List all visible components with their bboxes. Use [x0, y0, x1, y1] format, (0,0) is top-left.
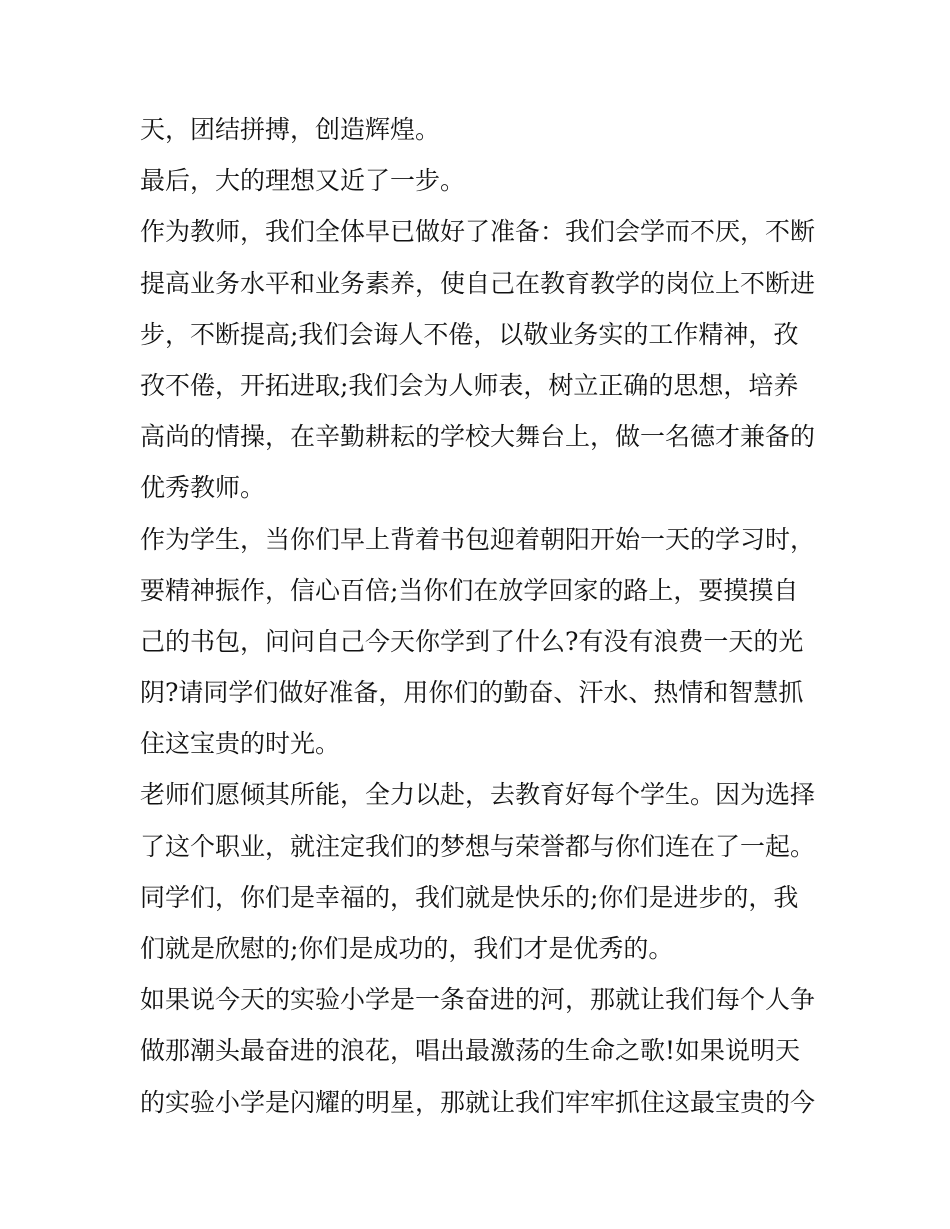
text-line: 做那潮头最奋进的浪花，唱出最激荡的生命之歌!如果说明天	[140, 1036, 801, 1066]
text-line: 己的书包，问问自己今天你学到了什么?有没有浪费一天的光	[140, 626, 804, 656]
text-line: 步，不断提高;我们会诲人不倦，以敬业务实的工作精神，孜	[140, 319, 799, 349]
text-line: 们就是欣慰的;你们是成功的，我们才是优秀的。	[140, 934, 674, 963]
body-text	[140, 104, 820, 1128]
text-line: 要精神振作，信心百倍;当你们在放学回家的路上，要摸摸自	[140, 575, 799, 605]
text-line: 作为教师，我们全体早已做好了准备：我们会学而不厌，不断	[140, 217, 816, 247]
text-line: 高尚的情操，在辛勤耕耘的学校大舞台上，做一名德才兼备的	[140, 422, 816, 452]
text-line: 孜不倦，开拓进取;我们会为人师表，树立正确的思想，培养	[140, 370, 799, 400]
text-line: 住这宝贵的时光。	[140, 729, 341, 759]
text-line: 提高业务水平和业务素养，使自己在教育教学的岗位上不断进	[140, 268, 816, 298]
text-line: 最后，大的理想又近了一步。	[140, 166, 466, 196]
text-line: 了这个职业，就注定我们的梦想与荣誉都与你们连在了一起。	[140, 831, 816, 861]
text-line: 天，团结拼搏，创造辉煌。	[140, 115, 441, 144]
text-line: 老师们愿倾其所能，全力以赴，去教育好每个学生。因为选择	[140, 780, 816, 810]
text-line: 同学们，你们是幸福的，我们就是快乐的;你们是进步的，我	[140, 882, 799, 912]
text-line: 优秀教师。	[140, 473, 266, 503]
text-line: 阴?请同学们做好准备，用你们的勤奋、汗水、热情和智慧抓	[140, 678, 804, 708]
text-line: 如果说今天的实验小学是一条奋进的河，那就让我们每个人争	[140, 985, 816, 1015]
text-line: 的实验小学是闪耀的明星，那就让我们牢牢抓住这最宝贵的今	[140, 1087, 816, 1117]
text-line: 作为学生，当你们早上背着书包迎着朝阳开始一天的学习时，	[140, 524, 816, 554]
